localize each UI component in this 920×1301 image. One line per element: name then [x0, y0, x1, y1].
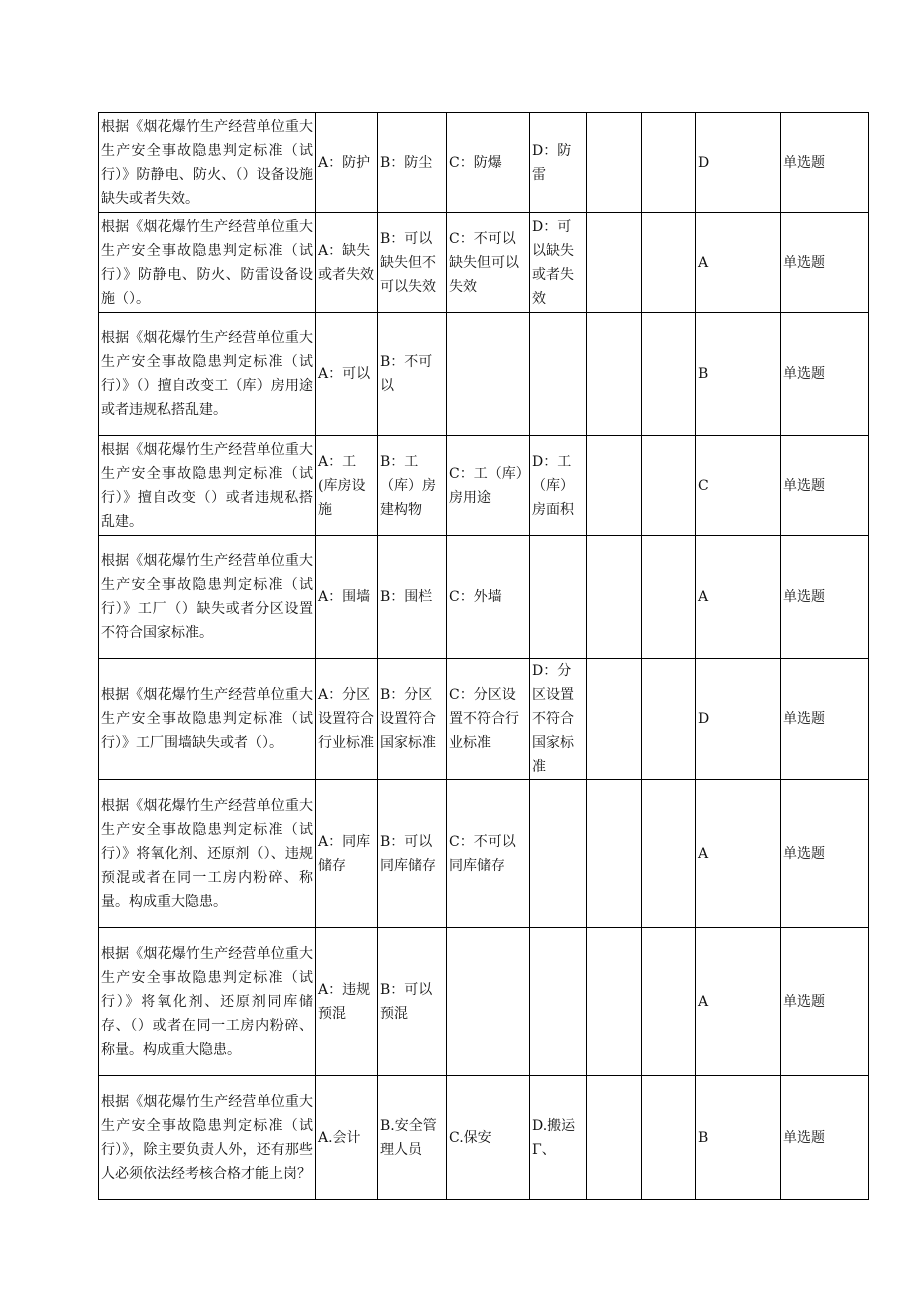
- question-type: 单选题: [781, 659, 869, 780]
- option-b: B：分区设置符合国家标准: [378, 659, 447, 780]
- correct-answer: B: [696, 1076, 781, 1200]
- correct-answer: C: [696, 436, 781, 536]
- option-e: [587, 213, 642, 313]
- question-text: 根据《烟花爆竹生产经营单位重大生产安全事故隐患判定标准（试行）》，除主要负责人外，还有那些人必须依法经考核合格才能上岗？: [99, 1076, 316, 1200]
- option-a: A：围墙: [316, 536, 378, 659]
- option-b: B：不可以: [378, 313, 447, 436]
- option-f: [642, 313, 696, 436]
- option-d: [530, 536, 587, 659]
- question-table: [98, 112, 869, 1200]
- option-b: B：围栏: [378, 536, 447, 659]
- option-c: [447, 313, 530, 436]
- option-b: B：工（库）房建构物: [378, 436, 447, 536]
- question-type: 单选题: [781, 436, 869, 536]
- option-b: B：可以预混: [378, 928, 447, 1076]
- question-text: 根据《烟花爆竹生产经营单位重大生产安全事故隐患判定标准（试行）》将氧化剂、还原剂同库储存、（）或者在同一工房内粉碎、称量。构成重大隐患。: [99, 928, 316, 1076]
- table-row: [99, 213, 869, 313]
- table-row: [99, 928, 869, 1076]
- option-b: B：防尘: [378, 113, 447, 213]
- option-f: [642, 436, 696, 536]
- option-e: [587, 659, 642, 780]
- table-row: [99, 1076, 869, 1200]
- correct-answer: D: [696, 659, 781, 780]
- option-b: B.安全管理人员: [378, 1076, 447, 1200]
- option-e: [587, 1076, 642, 1200]
- option-d: D.搬运Γ、: [530, 1076, 587, 1200]
- correct-answer: B: [696, 313, 781, 436]
- option-c: C.保安: [447, 1076, 530, 1200]
- option-f: [642, 113, 696, 213]
- option-b: B：可以同库储存: [378, 780, 447, 928]
- option-c: C：工（库）房用途: [447, 436, 530, 536]
- option-e: [587, 536, 642, 659]
- question-text: 根据《烟花爆竹生产经营单位重大生产安全事故隐患判定标准（试行）》防静电、防火、（）设备设施缺失或者失效。: [99, 113, 316, 213]
- question-text: 根据《烟花爆竹生产经营单位重大生产安全事故隐患判定标准（试行）》防静电、防火、防雷设备设施（）。: [99, 213, 316, 313]
- question-text: 根据《烟花爆竹生产经营单位重大生产安全事故隐患判定标准（试行）》将氧化剂、还原剂（）、违规预混或者在同一工房内粉碎、称量。构成重大隐患。: [99, 780, 316, 928]
- question-type: 单选题: [781, 113, 869, 213]
- option-d: D：分区设置不符合国家标准: [530, 659, 587, 780]
- option-f: [642, 1076, 696, 1200]
- option-f: [642, 659, 696, 780]
- table-row: [99, 659, 869, 780]
- option-c: C：外墙: [447, 536, 530, 659]
- option-a: A：防护: [316, 113, 378, 213]
- option-c: [447, 928, 530, 1076]
- table-row: [99, 536, 869, 659]
- option-e: [587, 928, 642, 1076]
- option-e: [587, 313, 642, 436]
- option-e: [587, 780, 642, 928]
- option-c: C：不可以缺失但可以失效: [447, 213, 530, 313]
- question-type: 单选题: [781, 313, 869, 436]
- option-a: A：同库储存: [316, 780, 378, 928]
- option-c: C：防爆: [447, 113, 530, 213]
- correct-answer: A: [696, 780, 781, 928]
- option-d: D：可以缺失或者失效: [530, 213, 587, 313]
- table-row: [99, 780, 869, 928]
- option-f: [642, 928, 696, 1076]
- question-rows: [99, 113, 869, 1200]
- table-row: [99, 313, 869, 436]
- table-row: [99, 113, 869, 213]
- option-a: A.会计: [316, 1076, 378, 1200]
- option-a: A：分区设置符合行业标准: [316, 659, 378, 780]
- question-text: 根据《烟花爆竹生产经营单位重大生产安全事故隐患判定标准（试行）》擅自改变（）或者违规私搭乱建。: [99, 436, 316, 536]
- option-c: C：分区设置不符合行业标准: [447, 659, 530, 780]
- option-a: A：可以: [316, 313, 378, 436]
- option-d: D：工（库）房面积: [530, 436, 587, 536]
- question-type: 单选题: [781, 536, 869, 659]
- question-text: 根据《烟花爆竹生产经营单位重大生产安全事故隐患判定标准（试行）》工厂围墙缺失或者（）。: [99, 659, 316, 780]
- question-text: 根据《烟花爆竹生产经营单位重大生产安全事故隐患判定标准（试行）》（）擅自改变工（库）房用途或者违规私搭乱建。: [99, 313, 316, 436]
- question-type: 单选题: [781, 1076, 869, 1200]
- option-e: [587, 113, 642, 213]
- option-e: [587, 436, 642, 536]
- option-f: [642, 213, 696, 313]
- correct-answer: A: [696, 928, 781, 1076]
- option-d: [530, 928, 587, 1076]
- question-text: 根据《烟花爆竹生产经营单位重大生产安全事故隐患判定标准（试行）》工厂（）缺失或者分区设置不符合国家标准。: [99, 536, 316, 659]
- option-a: A：工(库房设施: [316, 436, 378, 536]
- option-c: C：不可以同库储存: [447, 780, 530, 928]
- option-d: [530, 313, 587, 436]
- question-type: 单选题: [781, 928, 869, 1076]
- correct-answer: A: [696, 536, 781, 659]
- option-d: [530, 780, 587, 928]
- option-f: [642, 780, 696, 928]
- option-f: [642, 536, 696, 659]
- question-type: 单选题: [781, 780, 869, 928]
- option-a: A：缺失或者失效: [316, 213, 378, 313]
- question-type: 单选题: [781, 213, 869, 313]
- table-row: [99, 436, 869, 536]
- option-a: A：违规预混: [316, 928, 378, 1076]
- correct-answer: A: [696, 213, 781, 313]
- option-b: B：可以缺失但不可以失效: [378, 213, 447, 313]
- correct-answer: D: [696, 113, 781, 213]
- option-d: D：防雷: [530, 113, 587, 213]
